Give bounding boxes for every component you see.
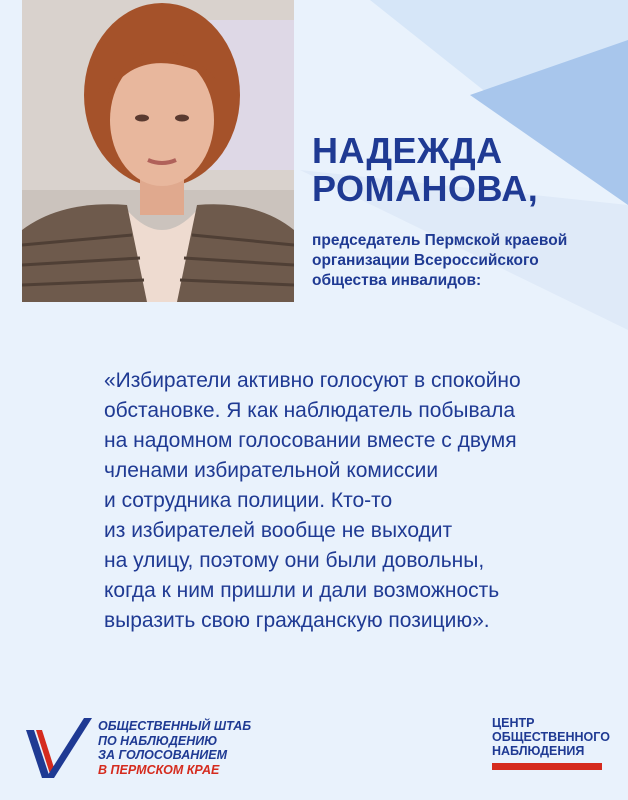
- person-name: НАДЕЖДА РОМАНОВА,: [312, 130, 539, 209]
- public-observation-center-logo: [492, 716, 612, 782]
- quote-text: «Избиратели активно голосуют в спокойно обстановке. Я как наблюдатель побывала на надомном голосовании вместе с двумя членами избирательной комиссии и сотрудника полиции. Кто-то из избирателей вообще не выходит на улицу, поэтому они были довольны, когда к ним пришли и дали возможность выразить свою гражданскую позицию».: [104, 369, 521, 632]
- observation-hq-text: [98, 719, 251, 777]
- portrait-photo: [22, 0, 294, 302]
- person-role: председатель Пермской краевой организации Всероссийского общества инвалидов:: [312, 232, 568, 289]
- red-underline-bar: [492, 763, 602, 770]
- public-observation-center-text: ЦЕНТР ОБЩЕСТВЕННОГО НАБЛЮДЕНИЯ: [492, 716, 610, 758]
- logo-left-region: В ПЕРМСКОМ КРАЕ: [98, 762, 220, 777]
- observation-hq-logo: [22, 716, 262, 780]
- tricolor-check-icon: [22, 716, 94, 780]
- logo-left-lines: ОБЩЕСТВЕННЫЙ ШТАБ ПО НАБЛЮДЕНИЮ ЗА ГОЛОСОВАНИЕМ: [98, 719, 252, 762]
